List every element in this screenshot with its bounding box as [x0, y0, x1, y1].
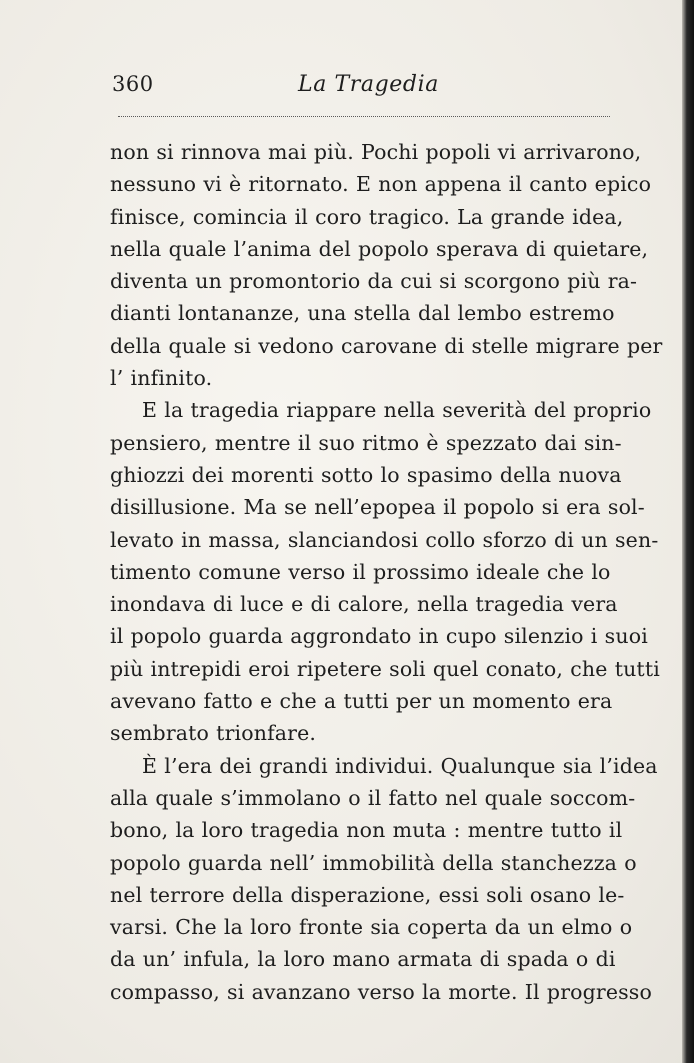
text-line: diventa un promontorio da cui si scorgono più ra-: [110, 269, 638, 294]
header-rule: [118, 116, 610, 117]
body-text: [110, 136, 663, 1008]
page-edge-shadow: [682, 0, 694, 1063]
text-line: compasso, si avanzano verso la morte. Il progresso: [110, 979, 652, 1004]
text-line: l’ infinito.: [110, 366, 213, 391]
text-line: non si rinnova mai più. Pochi popoli vi arrivarono,: [110, 140, 642, 164]
page-number: 360: [112, 72, 154, 96]
text-line: dianti lontananze, una stella dal lembo estremo: [110, 301, 615, 326]
text-line: sembrato trionfare.: [110, 721, 317, 746]
text-line: popolo guarda nell’ immobilità della stanchezza o: [110, 850, 637, 875]
text-line: E la tragedia riappare nella severità del proprio: [142, 398, 652, 423]
page-header: [112, 68, 612, 104]
text-line: più intrepidi eroi ripetere soli quel conato, che tutti: [110, 656, 660, 681]
text-line: da un’ infula, la loro mano armata di spada o di: [110, 947, 616, 972]
text-line: alla quale s’immolano o il fatto nel quale soccom-: [110, 785, 636, 810]
text-line: varsi. Che la loro fronte sia coperta da un elmo o: [110, 915, 633, 940]
running-title: La Tragedia: [298, 72, 439, 97]
text-line: avevano fatto e che a tutti per un momento era: [110, 689, 613, 714]
text-line: nella quale l’anima del popolo sperava di quietare,: [110, 236, 649, 261]
text-line: della quale si vedono carovane di stelle migrare per: [110, 333, 663, 358]
text-line: timento comune verso il prossimo ideale che lo: [110, 559, 611, 584]
text-line: disillusione. Ma se nell’epopea il popolo si era sol-: [110, 495, 645, 520]
text-line: bono, la loro tragedia non muta : mentre tutto il: [110, 818, 623, 843]
text-line: il popolo guarda aggrondato in cupo silenzio i suoi: [110, 624, 648, 649]
text-line: levato in massa, slanciandosi collo sforzo di un sen-: [110, 527, 659, 552]
text-line: nel terrore della disperazione, essi soli osano le-: [110, 882, 625, 907]
text-line: pensiero, mentre il suo ritmo è spezzato dai sin-: [110, 430, 622, 455]
text-line: inondava di luce e di calore, nella tragedia vera: [110, 592, 618, 617]
text-line: finisce, comincia il coro tragico. La grande idea,: [110, 204, 624, 229]
text-line: È l’era dei grandi individui. Qualunque sia l’idea: [142, 753, 658, 778]
text-line: ghiozzi dei morenti sotto lo spasimo della nuova: [110, 462, 622, 487]
text-line: nessuno vi è ritornato. E non appena il canto epico: [110, 172, 652, 197]
